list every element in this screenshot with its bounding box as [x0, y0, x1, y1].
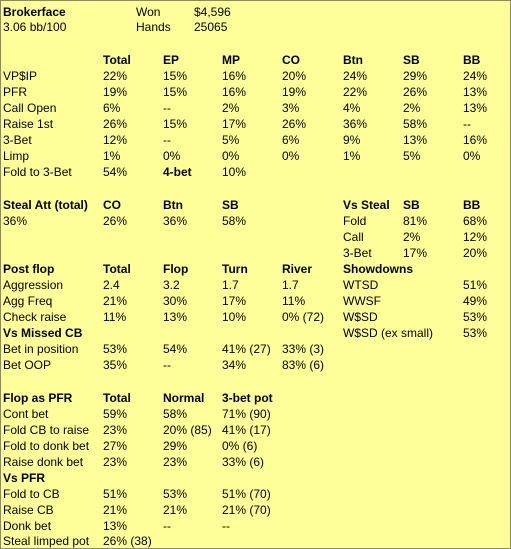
flop-pfr-row-label: Cont bet — [3, 407, 49, 421]
preflop-cell: 6% — [282, 133, 300, 147]
preflop-col-mp: MP — [222, 53, 240, 67]
hands-label: Hands — [136, 20, 171, 34]
showdown-label: WWSF — [343, 294, 381, 308]
flop-pfr-cell: 20% (85) — [163, 423, 212, 437]
preflop-cell: -- — [163, 133, 171, 147]
preflop-cell: -- — [463, 117, 471, 131]
preflop-cell: 36% — [343, 117, 368, 131]
vs-pfr-cell: 21% — [103, 503, 128, 517]
vs-steal-cell: 68% — [463, 214, 488, 228]
postflop-row-label: Aggression — [3, 278, 64, 292]
preflop-cell: 9% — [343, 133, 361, 147]
preflop-col-btn: Btn — [343, 53, 363, 67]
flop-pfr-cell: 58% — [163, 407, 188, 421]
preflop-cell: -- — [163, 101, 171, 115]
preflop-cell: 20% — [282, 69, 307, 83]
steal-col-co: CO — [103, 198, 121, 212]
vs-pfr-cell: 21% — [163, 503, 188, 517]
win-rate: 3.06 bb/100 — [3, 20, 67, 34]
player-name: Brokerface — [3, 5, 66, 19]
postflop-col-total: Total — [103, 262, 131, 276]
flop-pfr-row-label: Fold to donk bet — [3, 439, 90, 453]
flop-pfr-cell: 27% — [103, 439, 128, 453]
flop-pfr-cell: 33% (6) — [222, 455, 265, 469]
preflop-cell: 19% — [103, 85, 128, 99]
flop-pfr-cell: 29% — [163, 439, 188, 453]
preflop-cell: 24% — [463, 69, 488, 83]
flop-pfr-row-label: Raise donk bet — [3, 455, 84, 469]
preflop-cell: 17% — [222, 117, 247, 131]
missed-cb-total: 53% — [103, 342, 128, 356]
missed-cb-river: 83% (6) — [282, 358, 325, 372]
missed-cb-title: Vs Missed CB — [3, 326, 83, 340]
hands-value: 25065 — [194, 20, 228, 34]
flop-pfr-cell: 71% (90) — [222, 407, 271, 421]
showdown-value: 53% — [463, 310, 488, 324]
preflop-cell: 19% — [282, 85, 307, 99]
flop-pfr-cell: 59% — [103, 407, 128, 421]
missed-cb-row-label: Bet in position — [3, 342, 79, 356]
vs-steal-row-label: 3-Bet — [343, 246, 372, 260]
vs-pfr-cell: -- — [163, 519, 171, 533]
preflop-col-ep: EP — [163, 53, 180, 67]
preflop-row-label: Call Open — [3, 101, 57, 115]
postflop-cell: 17% — [222, 294, 247, 308]
missed-cb-total: 35% — [103, 358, 128, 372]
missed-cb-flop: 54% — [163, 342, 188, 356]
preflop-row-label: Raise 1st — [3, 117, 54, 131]
postflop-cell: 2.4 — [103, 278, 120, 292]
vs-steal-cell: 2% — [403, 230, 421, 244]
flop-pfr-col-3bet: 3-bet pot — [222, 391, 273, 405]
preflop-col-sb: SB — [403, 53, 420, 67]
preflop-cell: 16% — [463, 133, 488, 147]
preflop-cell: 22% — [103, 69, 128, 83]
postflop-cell: 1.7 — [222, 278, 239, 292]
flop-pfr-cell: 41% (17) — [222, 423, 271, 437]
steal-att-value: 36% — [3, 214, 28, 228]
preflop-cell: 5% — [403, 149, 421, 163]
fourbet-value: 10% — [222, 165, 247, 179]
vs-steal-title: Vs Steal — [343, 198, 390, 212]
preflop-col-total: Total — [103, 53, 131, 67]
preflop-cell: 58% — [403, 117, 428, 131]
missed-cb-turn: 34% — [222, 358, 247, 372]
preflop-row-label: 3-Bet — [3, 133, 32, 147]
postflop-col-river: River — [282, 262, 313, 276]
preflop-cell: 15% — [163, 117, 188, 131]
preflop-cell: 13% — [463, 85, 488, 99]
preflop-cell: 3% — [282, 101, 300, 115]
preflop-cell: 13% — [463, 101, 488, 115]
postflop-cell: 1.7 — [282, 278, 299, 292]
preflop-cell: 0% — [282, 149, 300, 163]
vs-pfr-cell: 53% — [163, 487, 188, 501]
missed-cb-flop: -- — [163, 358, 171, 372]
preflop-cell: 5% — [222, 133, 240, 147]
postflop-cell: 3.2 — [163, 278, 180, 292]
showdown-label: WTSD — [343, 278, 379, 292]
preflop-row-label: VP$IP — [3, 69, 38, 83]
preflop-cell: 2% — [403, 101, 421, 115]
preflop-cell: 29% — [403, 69, 428, 83]
preflop-cell: 15% — [163, 69, 188, 83]
flop-pfr-cell: 23% — [103, 423, 128, 437]
vs-steal-row-label: Call — [343, 230, 364, 244]
postflop-cell: 11% — [103, 310, 127, 324]
vs-steal-row-label: Fold — [343, 214, 367, 228]
steal-att-label: Steal Att (total) — [3, 198, 88, 212]
vs-steal-cell: 17% — [403, 246, 428, 260]
preflop-cell: 13% — [403, 133, 428, 147]
preflop-cell: 26% — [103, 117, 128, 131]
vs-pfr-row-label: Raise CB — [3, 503, 54, 517]
steal-limped-value: 26% (38) — [103, 534, 152, 548]
vs-steal-cell: 81% — [403, 214, 428, 228]
flop-pfr-col-normal: Normal — [163, 391, 205, 405]
vs-steal-cell: 20% — [463, 246, 488, 260]
postflop-col-turn: Turn — [222, 262, 248, 276]
vs-steal-col-sb: SB — [403, 198, 420, 212]
fold-to-3bet-label: Fold to 3-Bet — [3, 165, 72, 179]
flop-pfr-col-total: Total — [103, 391, 131, 405]
preflop-cell: 26% — [282, 117, 307, 131]
postflop-row-label: Agg Freq — [3, 294, 53, 308]
steal-limped-label: Steal limped pot — [3, 534, 90, 548]
preflop-cell: 16% — [222, 69, 247, 83]
preflop-row-label: PFR — [3, 85, 27, 99]
postflop-cell: 13% — [163, 310, 188, 324]
flop-pfr-cell: 23% — [103, 455, 128, 469]
postflop-title: Post flop — [3, 262, 55, 276]
showdowns-title: Showdowns — [343, 262, 413, 276]
vs-pfr-cell: 51% (70) — [222, 487, 271, 501]
vs-pfr-cell: 13% — [103, 519, 128, 533]
showdown-value: 53% — [463, 326, 488, 340]
steal-value-co: 26% — [103, 214, 128, 228]
steal-value-sb: 58% — [222, 214, 247, 228]
won-label: Won — [136, 5, 161, 19]
flop-pfr-row-label: Fold CB to raise — [3, 423, 90, 437]
missed-cb-river: 33% (3) — [282, 342, 325, 356]
preflop-cell: 26% — [403, 85, 428, 99]
vs-pfr-cell: 51% — [103, 487, 128, 501]
vs-steal-col-bb: BB — [463, 198, 481, 212]
preflop-cell: 22% — [343, 85, 368, 99]
flop-pfr-cell: 0% (6) — [222, 439, 258, 453]
vs-pfr-row-label: Donk bet — [3, 519, 52, 533]
vs-pfr-cell: 21% (70) — [222, 503, 271, 517]
preflop-cell: 2% — [222, 101, 240, 115]
postflop-cell: 10% — [222, 310, 247, 324]
preflop-cell: 15% — [163, 85, 188, 99]
preflop-cell: 0% — [222, 149, 240, 163]
preflop-cell: 1% — [343, 149, 361, 163]
vs-pfr-row-label: Fold to CB — [3, 487, 60, 501]
postflop-cell: 11% — [282, 294, 306, 308]
preflop-cell: 0% — [463, 149, 481, 163]
won-value: $4,596 — [194, 5, 231, 19]
steal-col-btn: Btn — [163, 198, 183, 212]
fourbet-label: 4-bet — [163, 165, 192, 179]
showdown-label: W$SD (ex small) — [343, 326, 434, 340]
showdown-value: 51% — [463, 278, 488, 292]
flop-pfr-title: Flop as PFR — [3, 391, 73, 405]
postflop-row-label: Check raise — [3, 310, 67, 324]
vs-pfr-title: Vs PFR — [3, 471, 46, 485]
flop-pfr-cell: 23% — [163, 455, 188, 469]
preflop-cell: 16% — [222, 85, 247, 99]
postflop-col-flop: Flop — [163, 262, 189, 276]
showdown-value: 49% — [463, 294, 488, 308]
missed-cb-row-label: Bet OOP — [3, 358, 52, 372]
preflop-cell: 1% — [103, 149, 121, 163]
postflop-cell: 0% (72) — [282, 310, 325, 324]
preflop-cell: 24% — [343, 69, 368, 83]
preflop-col-bb: BB — [463, 53, 481, 67]
showdown-label: W$SD — [343, 310, 378, 324]
steal-col-sb: SB — [222, 198, 239, 212]
vs-steal-cell: 12% — [463, 230, 488, 244]
preflop-cell: 6% — [103, 101, 121, 115]
postflop-cell: 21% — [103, 294, 128, 308]
fold-to-3bet-value: 54% — [103, 165, 128, 179]
steal-value-btn: 36% — [163, 214, 188, 228]
preflop-cell: 0% — [163, 149, 181, 163]
preflop-cell: 4% — [343, 101, 361, 115]
postflop-cell: 30% — [163, 294, 188, 308]
preflop-row-label: Limp — [3, 149, 30, 163]
missed-cb-turn: 41% (27) — [222, 342, 271, 356]
vs-pfr-cell: -- — [222, 519, 230, 533]
preflop-col-co: CO — [282, 53, 300, 67]
preflop-cell: 12% — [103, 133, 128, 147]
